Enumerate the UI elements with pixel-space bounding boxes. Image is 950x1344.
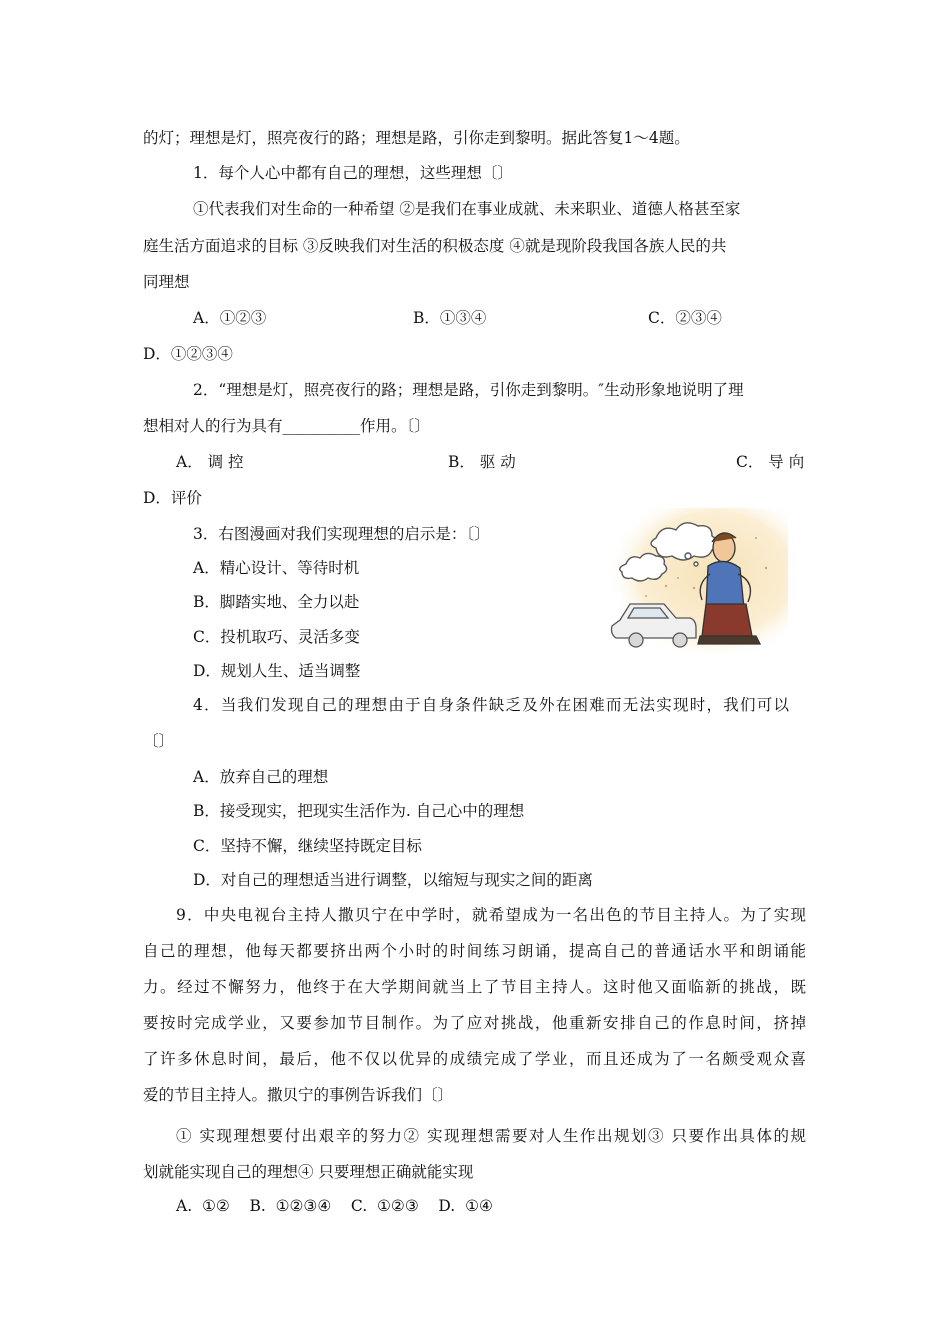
q9-statement-line: ① 实现理想要付出艰辛的努力② 实现理想需要对人生作出规划③ 只要作出具体的规 (176, 1127, 806, 1145)
q1-option-b: B．①③④ (413, 309, 487, 327)
q3-option-a: A．精心设计、等待时机 (193, 559, 360, 577)
q9-stem-line: 爱的节目主持人。撒贝宁的事例告诉我们〔〕 (143, 1086, 454, 1104)
q9-options: A. ①② B. ①②③④ C. ①②③ D. ①④ (176, 1197, 493, 1215)
q9-stem-line: 9．中央电视台主持人撒贝宁在中学时，就希望成为一名出色的节目主持人。为了实现 (176, 906, 806, 924)
q1-stem: 1．每个人心中都有自己的理想，这些理想〔〕 (193, 164, 513, 182)
cartoon-illustration (606, 508, 788, 654)
q9-statement-line: 划就能实现自己的理想④ 只要理想正确就能实现 (143, 1163, 474, 1181)
q9-stem-line: 了许多休息时间，最后，他不仅以优异的成绩完成了学业，而且还成为了一名颇受观众喜 (143, 1050, 806, 1068)
q9-stem-line: 力。经过不懈努力，他终于在大学期间就当上了节目主持人。这时他又面临新的挑战，既 (143, 978, 806, 996)
q3-option-c: C．投机取巧、灵活多变 (193, 628, 360, 646)
q4-option-a: A．放弃自己的理想 (193, 768, 329, 786)
q1-option-a: A．①②③ (193, 309, 267, 327)
q3-option-b: B．脚踏实地、全力以赴 (193, 593, 360, 611)
q2-option-c: C． 导 向 (736, 453, 805, 471)
q3-option-d: D．规划人生、适当调整 (193, 662, 361, 680)
q2-option-d: D．评价 (143, 489, 202, 507)
q1-statement-line: 同理想 (143, 273, 190, 291)
q4-stem-line: 4．当我们发现自己的理想由于自身条件缺乏及外在困难而无法实现时，我们可以 (193, 696, 789, 714)
q3-stem: 3．右图漫画对我们实现理想的启示是：〔〕 (193, 525, 490, 543)
q2-option-b: B． 驱 动 (448, 453, 516, 471)
q2-stem-line: 想相对人的行为具有__________作用。〔〕 (143, 417, 430, 435)
q4-stem-line: 〔〕 (143, 732, 175, 750)
q4-option-b: B．接受现实，把现实生活作为. 自己心中的理想 (193, 802, 525, 820)
q4-option-d: D．对自己的理想适当进行调整，以缩短与现实之间的距离 (193, 871, 593, 889)
q1-option-c: C．②③④ (648, 309, 722, 327)
q1-statement-line: ①代表我们对生命的一种希望 ②是我们在事业成就、未来职业、道德人格甚至家 (193, 200, 741, 218)
q2-option-a: A． 调 控 (176, 453, 244, 471)
q1-statement-line: 庭生活方面追求的目标 ③反映我们对生活的积极态度 ④就是现阶段我国各族人民的共 (143, 237, 727, 255)
q4-option-c: C．坚持不懈，继续坚持既定目标 (193, 837, 422, 855)
q1-option-d: D．①②③④ (143, 345, 233, 363)
q9-stem-line: 要按时完成学业，又要参加节目制作。为了应对挑战，他重新安排自己的作息时间，挤掉 (143, 1014, 806, 1032)
q2-stem-line: 2．“理想是灯，照亮夜行的路；理想是路，引你走到黎明。″生动形象地说明了理 (193, 381, 744, 399)
intro-text: 的灯；理想是灯，照亮夜行的路；理想是路，引你走到黎明。据此答复1～4题。 (143, 129, 690, 147)
q9-stem-line: 自己的理想，他每天都要挤出两个小时的时间练习朗诵，提高自己的普通话水平和朗诵能 (143, 942, 806, 960)
